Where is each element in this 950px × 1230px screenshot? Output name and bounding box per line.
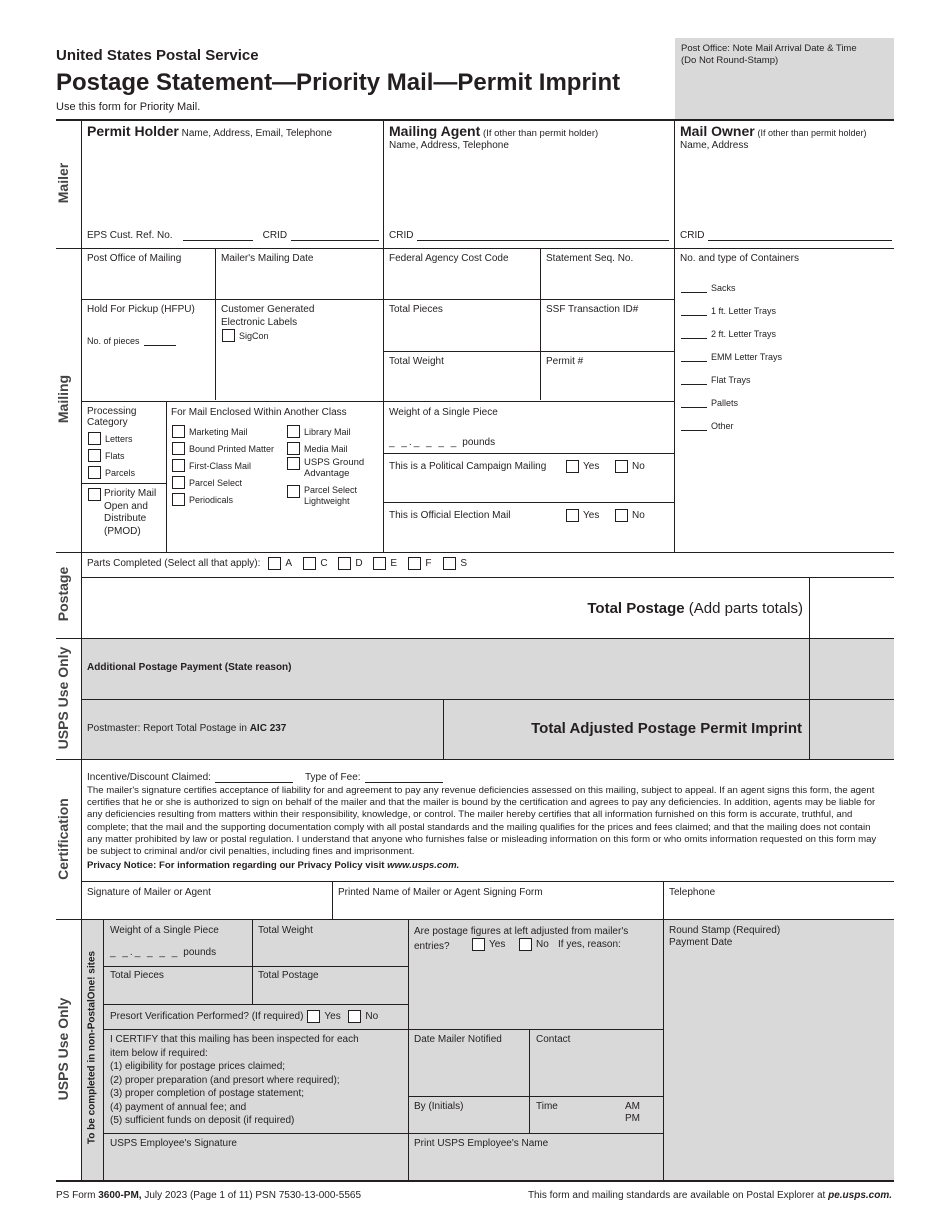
- total-weight-label: Total Weight: [389, 356, 444, 367]
- no-of-pieces-field[interactable]: [144, 336, 176, 346]
- total-postage-label-wrap: [420, 600, 803, 617]
- container-item[interactable]: 2 ft. Letter Trays: [681, 322, 782, 345]
- certify-item: (1) eligibility for postage prices claimed;: [110, 1061, 286, 1072]
- adjusted-answers: [472, 938, 621, 951]
- adjusted-question-label: Are postage figures at left adjusted from mailer's entries?: [414, 926, 629, 952]
- processing-categories: [88, 430, 135, 481]
- election-no-label: No: [632, 510, 645, 521]
- parts-completed-label: Parts Completed (Select all that apply):: [87, 558, 261, 569]
- flats-label: Flats: [105, 450, 125, 461]
- footer-availability: This form and mailing standards are available on Postal Explorer at pe.usps.com.: [527, 1190, 892, 1201]
- adjusted-yes-checkbox[interactable]: [472, 938, 485, 951]
- official-election-label: This is Official Election Mail: [389, 510, 511, 521]
- adjusted-yes-label: Yes: [489, 939, 506, 950]
- political-yes-checkbox[interactable]: [566, 460, 579, 473]
- enclosed-title: For Mail Enclosed Within Another Class: [171, 407, 347, 418]
- privacy-url[interactable]: www.usps.com.: [387, 860, 460, 871]
- non-postalone-label: To be completed in non-PostalOne! sites: [86, 950, 98, 1145]
- letters-label: Letters: [105, 433, 133, 444]
- agent-crid-field[interactable]: [417, 231, 669, 241]
- additional-payment-label: Additional Postage Payment (State reason): [87, 662, 292, 673]
- periodicals-checkbox[interactable]: [172, 493, 185, 506]
- hold-for-pickup-label: Hold For Pickup (HFPU): [87, 304, 195, 315]
- type-of-fee-field[interactable]: [365, 773, 443, 783]
- weight-single-piece-label: Weight of a Single Piece: [389, 407, 498, 418]
- parcel-select-lw-checkbox[interactable]: [287, 485, 300, 498]
- pm-label: PM: [625, 1113, 640, 1124]
- contact-label: Contact: [536, 1034, 571, 1045]
- owner-crid-row: [680, 230, 892, 241]
- part-s-checkbox[interactable]: [443, 557, 456, 570]
- container-item[interactable]: EMM Letter Trays: [681, 345, 782, 368]
- usps-pounds-label: pounds: [183, 947, 217, 958]
- container-item[interactable]: Other: [681, 414, 782, 437]
- political-yes-label: Yes: [583, 461, 600, 472]
- eps-cust-ref-label: EPS Cust. Ref. No.: [87, 230, 173, 241]
- presort-yes-checkbox[interactable]: [307, 1010, 320, 1023]
- library-mail-label: Library Mail: [304, 426, 351, 437]
- bpm-checkbox[interactable]: [172, 442, 185, 455]
- side-label-mailer: Mailer: [55, 162, 71, 204]
- mailing-agent-sub: Name, Address, Telephone: [389, 140, 509, 151]
- mail-owner-box[interactable]: [680, 123, 894, 152]
- privacy-notice: [87, 860, 459, 872]
- side-label-usps-use-only: USPS Use Only: [55, 646, 71, 750]
- usps-total-weight-label: Total Weight: [258, 925, 313, 936]
- parcel-select-lw-label: Parcel Select Lightweight: [304, 485, 358, 506]
- arrival-stamp-label: Post Office: Note Mail Arrival Date & Time (Do Not Round-Stamp): [681, 43, 857, 66]
- incentive-row: [87, 772, 443, 783]
- presort-yes-label: Yes: [324, 1011, 341, 1022]
- payment-date-label: Payment Date: [669, 937, 733, 948]
- weight-single-piece-field[interactable]: _ _._ _ _ _ pounds: [389, 437, 496, 448]
- mail-owner-sub: Name, Address: [680, 140, 749, 151]
- presort-no-label: No: [365, 1011, 379, 1022]
- side-label-usps-use-only-2: USPS Use Only: [55, 997, 71, 1101]
- side-label-mailing: Mailing: [55, 374, 71, 424]
- eps-cust-ref-row: [87, 230, 379, 241]
- customer-labels-label: Customer Generated Electronic Labels: [221, 304, 315, 328]
- incentive-field[interactable]: [215, 773, 293, 783]
- mail-owner-note: (If other than permit holder): [757, 128, 867, 138]
- container-item[interactable]: Flat Trays: [681, 368, 782, 391]
- agent-crid-row: [389, 230, 669, 241]
- certify-item: (5) sufficient funds on deposit (if required): [110, 1115, 295, 1126]
- total-postage-field[interactable]: [810, 578, 894, 638]
- pounds-label: pounds: [462, 437, 496, 448]
- arrival-stamp-box[interactable]: [675, 38, 894, 120]
- certify-block: [110, 1033, 405, 1128]
- owner-crid-field[interactable]: [708, 231, 892, 241]
- pmod-checkbox[interactable]: [88, 488, 101, 501]
- statement-seq-label: Statement Seq. No.: [546, 253, 634, 264]
- parcels-label: Parcels: [105, 467, 136, 478]
- election-row: [389, 509, 645, 522]
- usps-total-pieces-label: Total Pieces: [110, 970, 164, 981]
- container-item[interactable]: Sacks: [681, 276, 782, 299]
- part-a-checkbox[interactable]: [268, 557, 281, 570]
- sigcon-label: SigCon: [239, 330, 269, 341]
- federal-agency-cost-code-label: Federal Agency Cost Code: [389, 253, 509, 264]
- election-yes-checkbox[interactable]: [566, 509, 579, 522]
- processing-category-label: Processing Category: [87, 406, 137, 428]
- ground-advantage-checkbox[interactable]: [287, 457, 300, 470]
- subtitle: Use this form for Priority Mail.: [56, 101, 201, 113]
- org-name: United States Postal Service: [56, 47, 259, 64]
- adjusted-no-checkbox[interactable]: [519, 938, 532, 951]
- bpm-label: Bound Printed Matter: [189, 443, 275, 454]
- footer-form-id: PS Form 3600-PM, July 2023 (Page 1 of 11) PSN 7530-13-000-5565: [56, 1190, 362, 1201]
- container-item[interactable]: Pallets: [681, 391, 782, 414]
- certify-item: (4) payment of annual fee; and: [110, 1101, 247, 1113]
- periodicals-label: Periodicals: [189, 494, 234, 505]
- usps-weight-single-label: Weight of a Single Piece: [110, 925, 219, 936]
- crid-label: CRID: [262, 230, 288, 241]
- certify-intro: I CERTIFY that this mailing has been inspected for each item below if required:: [110, 1034, 359, 1059]
- media-mail-label: Media Mail: [304, 443, 348, 454]
- political-row: [389, 460, 645, 473]
- first-class-label: First-Class Mail: [189, 460, 251, 471]
- mailing-agent-box[interactable]: [389, 123, 669, 152]
- mail-owner-label: Mail Owner: [680, 123, 755, 139]
- certification-text: The mailer's signature certifies acceptance of liability for and agreement to pay any revenue deficiencies assessed on this mailing, subject to appeal. If an agent signs this form, the agent certifies that he or she is authorized to sign on behalf of the mailer and that the mailer is bound by the certification and agrees to pay any deficiencies. In addition, agents may be liable for any deficiencies resulting from matters within their responsibility, knowledge, or control. The mailer hereby certifies that all information furnished on this form is accurate, truthful, and complete; that the mail and the supporting documentation comply with all postal standards and the mailing qualifies for the prices and fees claimed; and that the mailing does not contain any matter prohibited by law or postal regulation. I understand that anyone who furnishes false or misleading information on this form or who omits information requested on this form may be subject to criminal and/or civil penalties, including fines and imprisonment.: [87, 785, 877, 858]
- container-item[interactable]: 1 ft. Letter Trays: [681, 299, 782, 322]
- media-mail-checkbox[interactable]: [287, 442, 300, 455]
- political-no-label: No: [632, 461, 645, 472]
- mailing-agent-label: Mailing Agent: [389, 123, 481, 139]
- page-title: Postage Statement—Priority Mail—Permit Imprint: [56, 69, 621, 96]
- crid-field[interactable]: [291, 231, 379, 241]
- mailing-agent-note: (If other than permit holder): [483, 128, 599, 139]
- agent-crid-label: CRID: [389, 230, 414, 241]
- permit-holder-box[interactable]: [87, 123, 377, 139]
- presort-label: Presort Verification Performed? (If required): [110, 1011, 304, 1022]
- incentive-label: Incentive/Discount Claimed:: [87, 772, 211, 783]
- parts-completed-row: Parts Completed (Select all that apply): A C D E F S: [87, 558, 468, 569]
- election-yes-label: Yes: [583, 510, 600, 521]
- side-label-certification: Certification: [55, 798, 71, 880]
- aic-label: AIC 237: [249, 723, 287, 734]
- presort-no-checkbox[interactable]: [348, 1010, 361, 1023]
- time-label: Time: [536, 1101, 558, 1112]
- ground-advantage-label: USPS Ground Advantage: [304, 457, 365, 479]
- round-stamp-label: Round Stamp (Required): [669, 925, 781, 936]
- telephone-label: Telephone: [669, 887, 716, 898]
- by-initials-label: By (Initials): [414, 1101, 464, 1112]
- adjusted-no-label: No: [536, 939, 549, 950]
- total-adjusted-label: Total Adjusted Postage Permit Imprint: [531, 720, 802, 737]
- political-no-checkbox[interactable]: [615, 460, 628, 473]
- no-of-pieces-row: [87, 336, 176, 346]
- postmaster-report-label: Postmaster: Report Total Postage in: [87, 723, 247, 734]
- postal-explorer-link[interactable]: pe.usps.com.: [828, 1190, 892, 1201]
- letters-checkbox[interactable]: [88, 432, 101, 445]
- no-of-pieces-label: No. of pieces: [87, 336, 140, 346]
- first-class-checkbox[interactable]: [172, 459, 185, 472]
- permit-no-label: Permit #: [546, 356, 584, 367]
- privacy-label: Privacy Notice: For information regarding our Privacy Policy visit: [87, 860, 385, 871]
- employee-signature-label: USPS Employee's Signature: [110, 1138, 237, 1149]
- pmod-row: [88, 488, 166, 538]
- certify-item: (3) proper completion of postage statement;: [110, 1088, 304, 1099]
- enclosed-col-2: [287, 423, 382, 506]
- containers-list: [681, 276, 782, 437]
- part-e-checkbox[interactable]: [373, 557, 386, 570]
- containers-title: No. and type of Containers: [680, 253, 799, 264]
- sigcon-checkbox[interactable]: [222, 329, 235, 342]
- usps-total-postage-label: Total Postage: [258, 970, 319, 981]
- permit-holder-label: Permit Holder: [87, 123, 179, 139]
- total-postage-note: (Add parts totals): [688, 600, 803, 617]
- presort-row: [110, 1010, 378, 1023]
- political-label: This is a Political Campaign Mailing: [389, 461, 547, 472]
- side-label-postage: Postage: [55, 566, 71, 622]
- part-d-checkbox[interactable]: [338, 557, 351, 570]
- election-no-checkbox[interactable]: [615, 509, 628, 522]
- post-office-of-mailing-label: Post Office of Mailing: [87, 253, 182, 264]
- employee-name-label: Print USPS Employee's Name: [414, 1138, 549, 1149]
- flats-checkbox[interactable]: [88, 449, 101, 462]
- parcels-checkbox[interactable]: [88, 466, 101, 479]
- part-f-checkbox[interactable]: [408, 557, 421, 570]
- type-of-fee-label: Type of Fee:: [304, 772, 361, 783]
- permit-holder-sub: Name, Address, Email, Telephone: [181, 128, 333, 139]
- marketing-mail-checkbox[interactable]: [172, 425, 185, 438]
- ssf-transaction-label: SSF Transaction ID#: [546, 304, 639, 315]
- library-mail-checkbox[interactable]: [287, 425, 300, 438]
- enclosed-col-1: [172, 423, 274, 508]
- part-c-checkbox[interactable]: [303, 557, 316, 570]
- mailers-mailing-date-label: Mailer's Mailing Date: [221, 253, 314, 264]
- certify-item: (2) proper preparation (and presort where required);: [110, 1074, 340, 1086]
- pmod-label: Priority Mail Open and Distribute (PMOD): [104, 488, 157, 537]
- parcel-select-checkbox[interactable]: [172, 476, 185, 489]
- sigcon-row: [222, 329, 269, 342]
- usps-weight-single-field[interactable]: _ _._ _ _ _ pounds: [110, 947, 217, 958]
- postmaster-report: [87, 723, 286, 734]
- printed-name-label: Printed Name of Mailer or Agent Signing Form: [338, 887, 543, 898]
- if-yes-label: If yes, reason:: [558, 939, 621, 950]
- total-pieces-label: Total Pieces: [389, 304, 443, 315]
- signature-label: Signature of Mailer or Agent: [87, 887, 211, 898]
- marketing-mail-label: Marketing Mail: [189, 426, 248, 437]
- total-postage-label: Total Postage: [587, 600, 685, 617]
- eps-cust-ref-field[interactable]: [183, 231, 253, 241]
- owner-crid-label: CRID: [680, 230, 705, 241]
- date-notified-label: Date Mailer Notified: [414, 1034, 502, 1045]
- am-label: AM: [625, 1101, 640, 1112]
- parcel-select-label: Parcel Select: [189, 477, 243, 488]
